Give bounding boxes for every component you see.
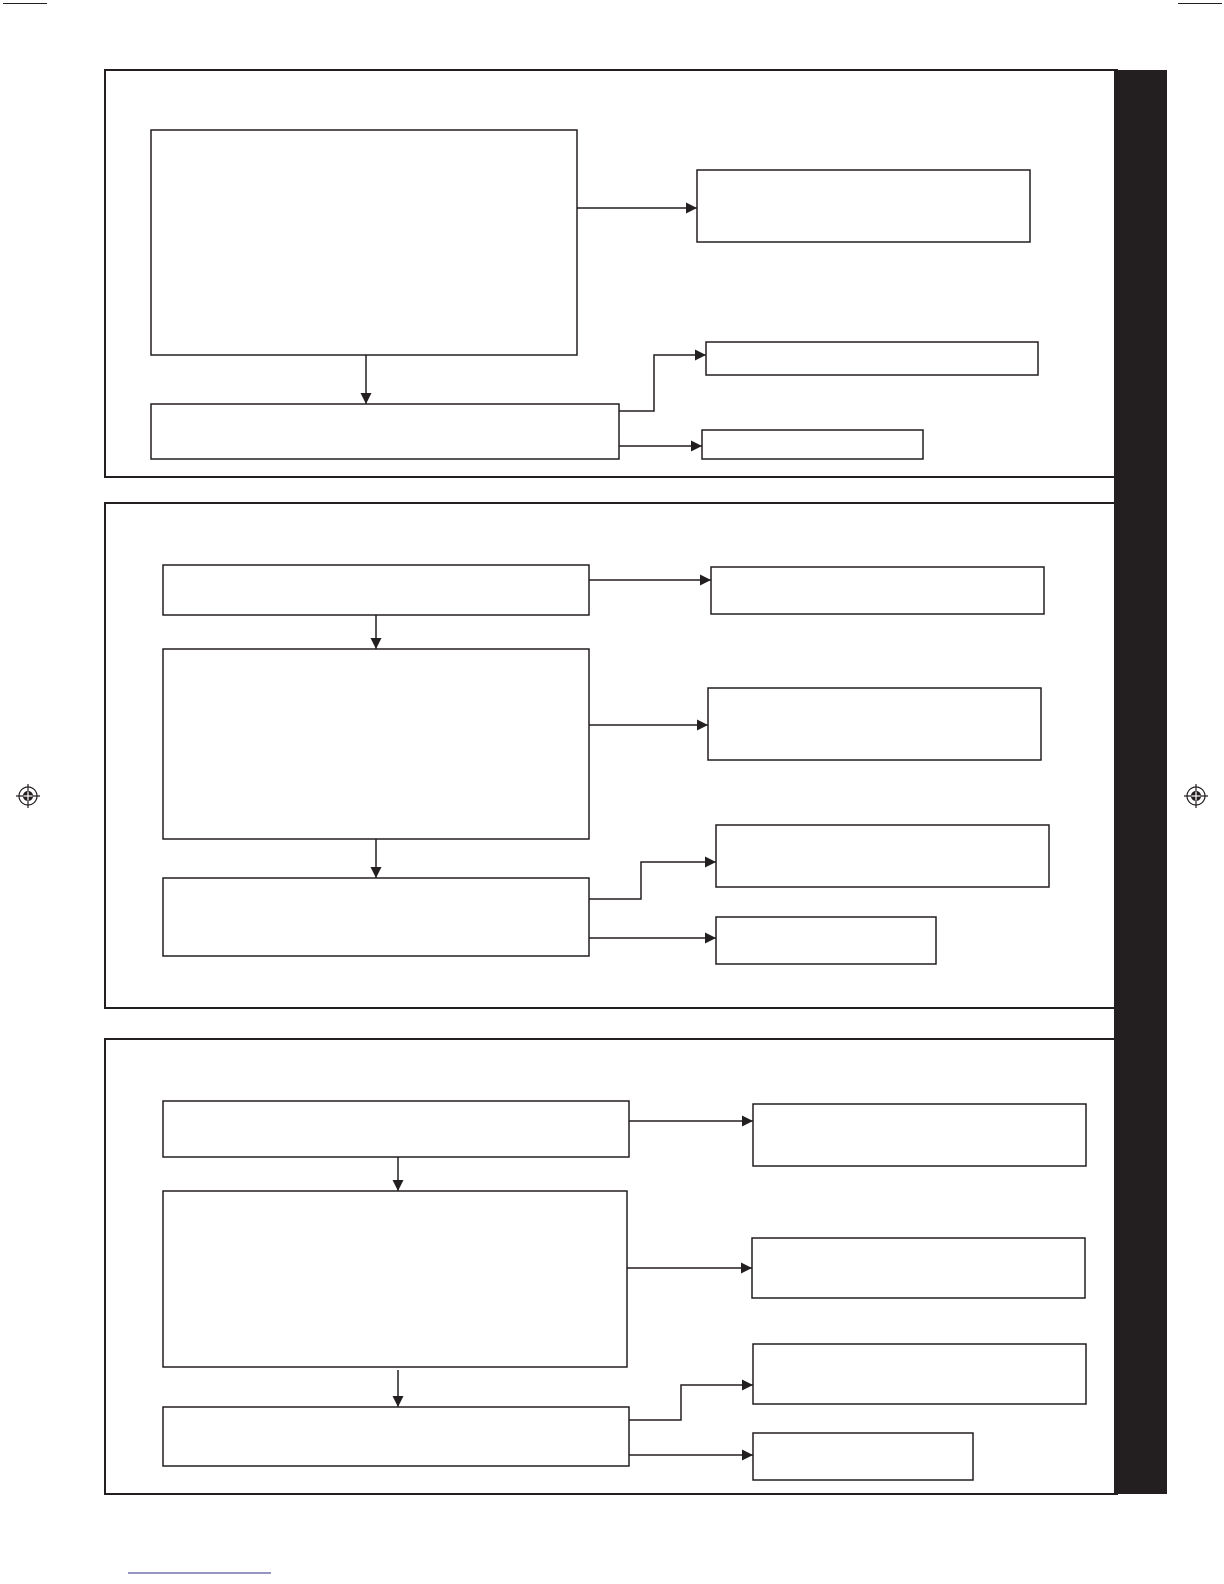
panel-2-result-box-3 <box>716 825 1049 887</box>
side-tab <box>1114 70 1167 1494</box>
panel-1-result-box-1 <box>697 170 1030 242</box>
panel-2-frame <box>105 503 1117 1008</box>
panel-1 <box>105 70 1117 477</box>
registration-target-icon <box>1184 784 1208 808</box>
panel-1-result-box-3 <box>702 430 923 459</box>
panel-2-result-box-2 <box>708 688 1041 760</box>
panel-2-check-box-2 <box>163 649 589 839</box>
panel-3-arrow-elbow <box>629 1385 753 1420</box>
panel-3-result-box-4 <box>753 1433 973 1480</box>
panel-3-check-box-1 <box>163 1101 629 1157</box>
panel-1-frame <box>105 70 1117 477</box>
panel-1-check-box <box>151 130 577 355</box>
panel-3-frame <box>105 1039 1117 1494</box>
panel-3-action-box <box>163 1407 629 1466</box>
panel-3-result-box-1 <box>753 1104 1086 1166</box>
panel-3 <box>105 1039 1117 1494</box>
panel-2-action-box <box>163 878 589 956</box>
panel-2 <box>105 503 1117 1008</box>
panel-1-action-box <box>151 404 619 459</box>
panel-3-result-box-2 <box>752 1238 1085 1298</box>
panel-1-arrow-elbow <box>619 355 706 411</box>
registration-target-icon <box>16 784 40 808</box>
panel-3-result-box-3 <box>753 1344 1086 1404</box>
panel-2-arrow-elbow <box>589 862 716 899</box>
panel-3-check-box-2 <box>163 1191 627 1367</box>
panel-2-check-box-1 <box>163 565 589 615</box>
panel-1-result-box-2 <box>706 342 1038 375</box>
panel-2-result-box-4 <box>716 917 936 964</box>
panel-2-result-box-1 <box>711 567 1044 614</box>
